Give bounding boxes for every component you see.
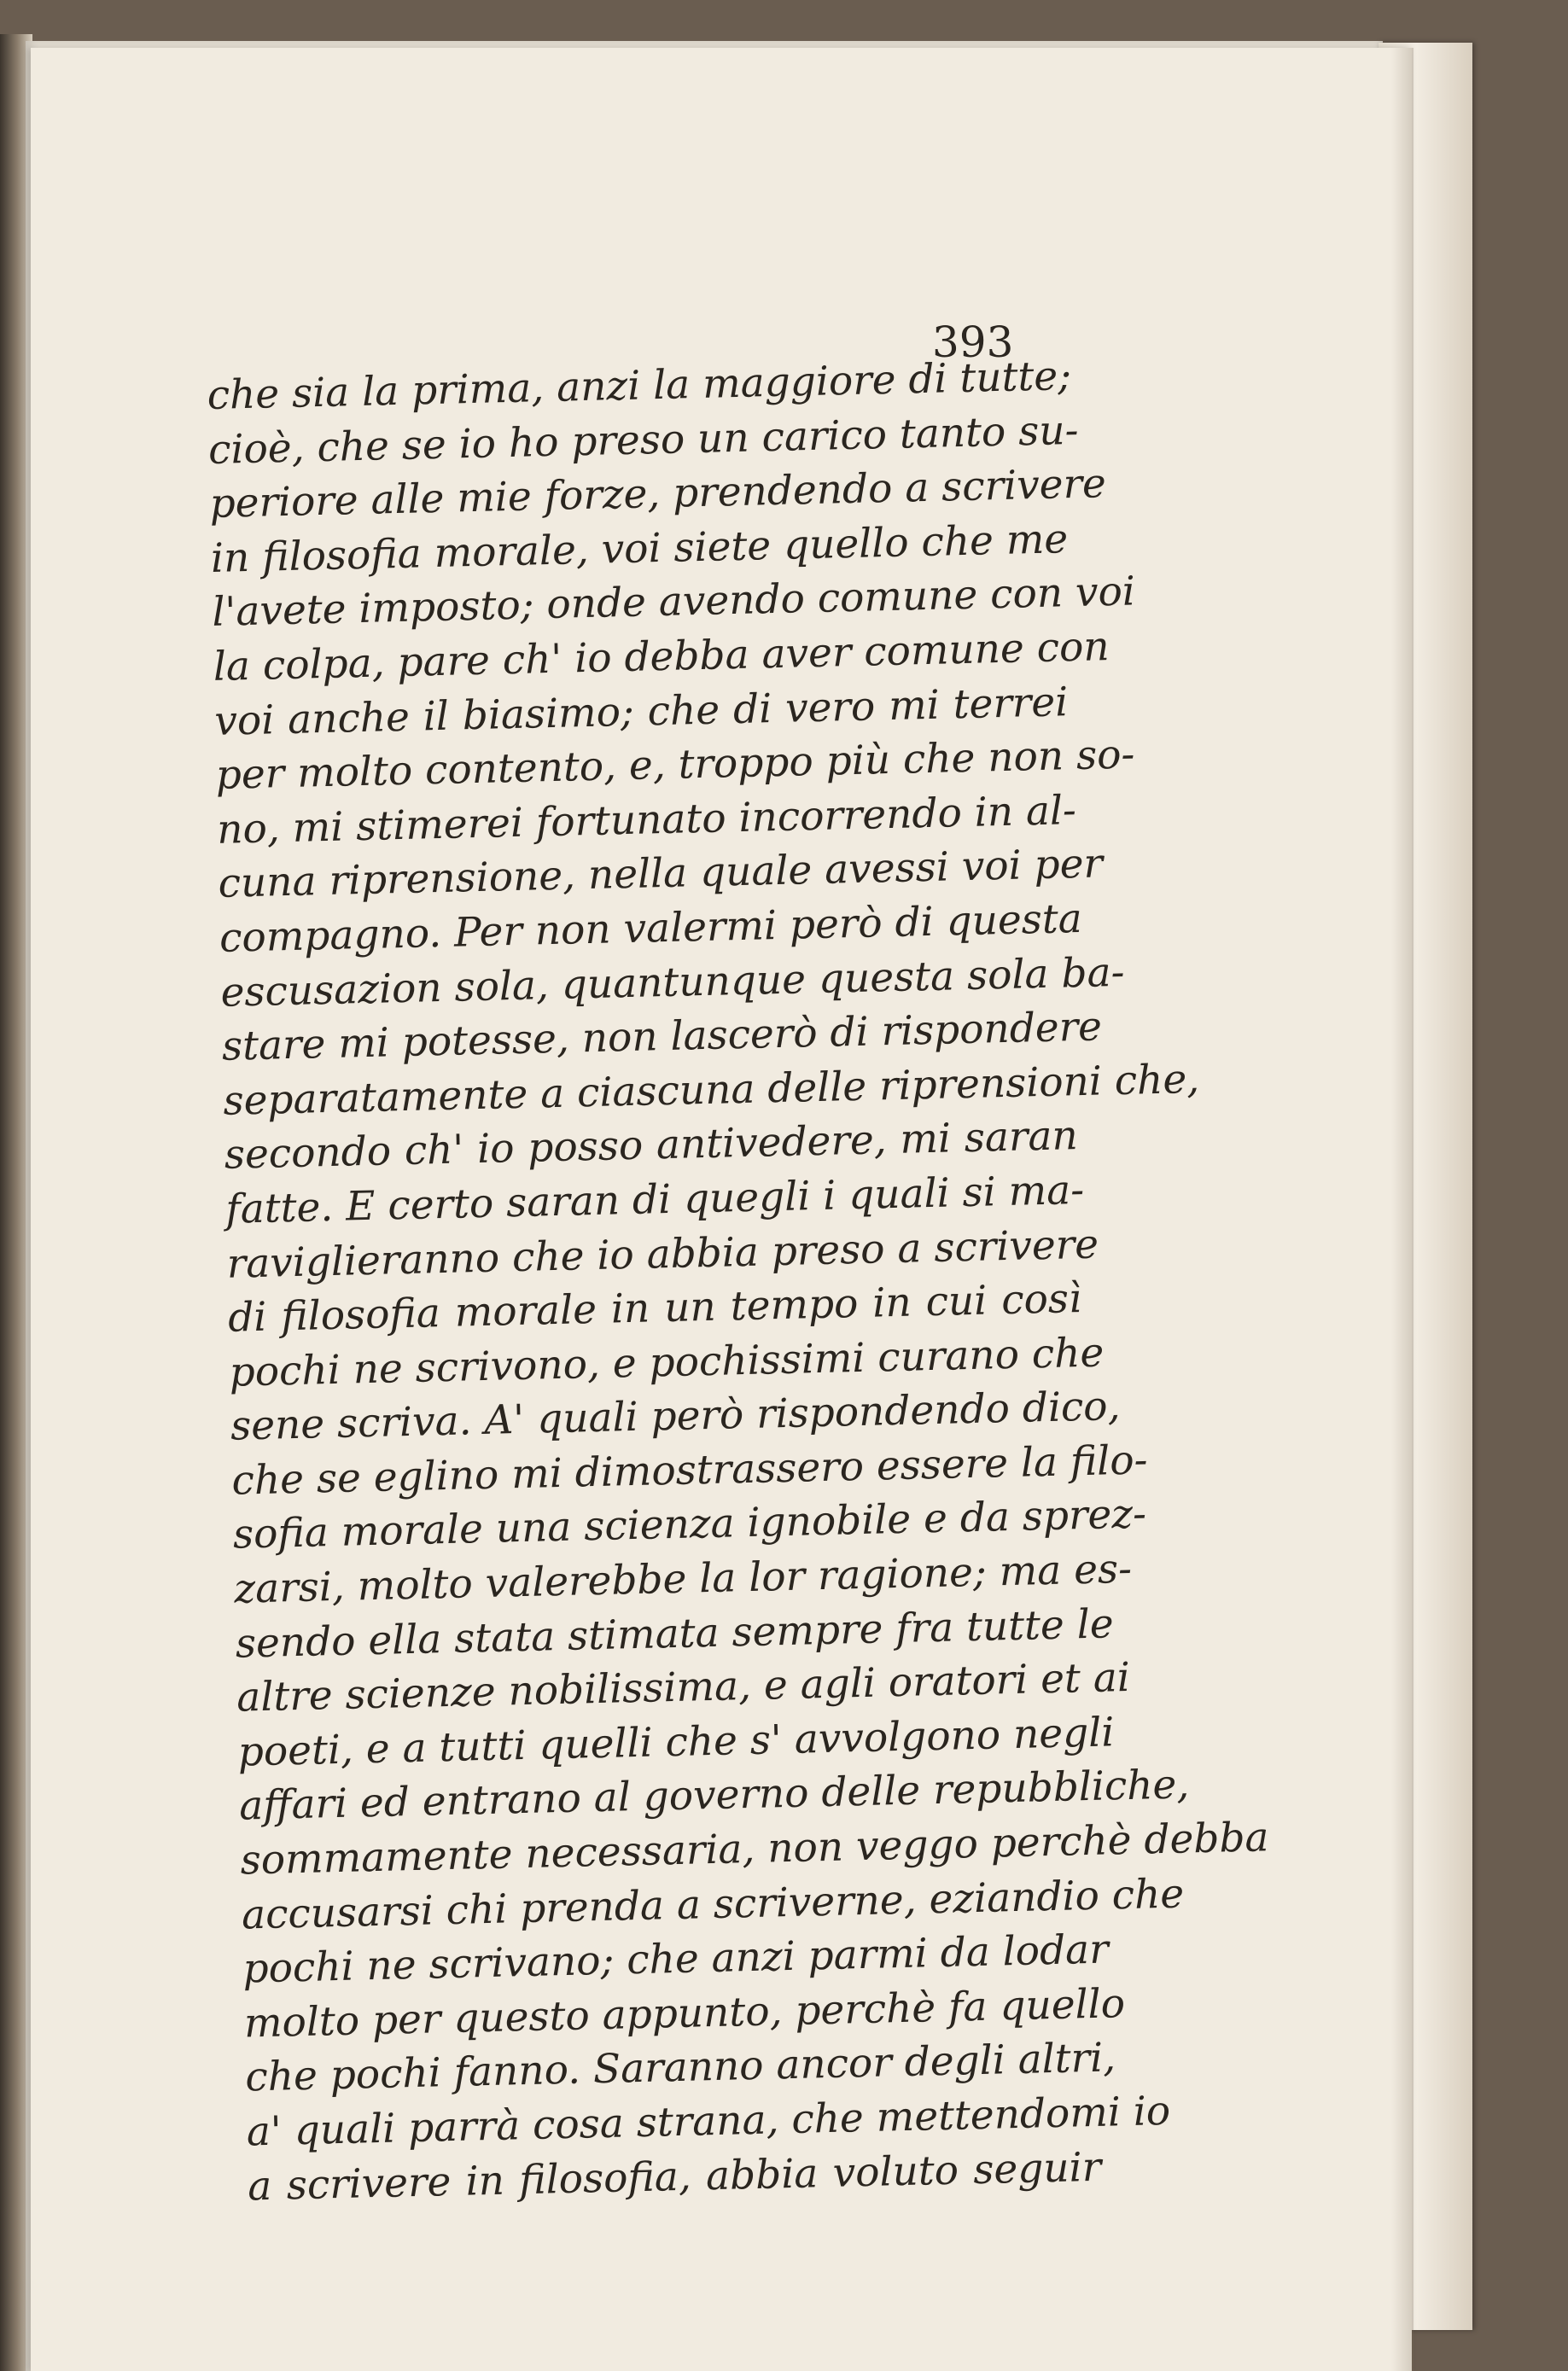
text-line: l'avete imposto; onde avendo comune con voi (211, 568, 1136, 637)
text-line: che pochi fanno. Saranno ancor degli altri, (244, 2034, 1116, 2101)
text-line: sene scriva. A' quali però rispondendo dico, (230, 1383, 1122, 1450)
text-line: sendo ella stata stimata sempre fra tutte le (235, 1599, 1115, 1668)
text-line: per molto contento, e, troppo più che non so- (215, 731, 1135, 800)
text-line: stare mi potesse, non lascerò di rispondere (221, 1003, 1103, 1070)
text-line: molto per questo appunto, perchè fa quello (243, 1979, 1126, 2048)
text-line: cioè, che se io ho preso un carico tanto su- (207, 406, 1080, 474)
text-line: pochi ne scrivono, e pochissimi curano che (229, 1329, 1105, 1396)
body-text (207, 349, 1270, 2213)
text-line: voi anche il biasimo; che di vero mi terrei (213, 678, 1069, 745)
text-line: accusarsi chi prenda a scriverne, eziandio che (241, 1870, 1185, 1939)
page-edge-shadow (1391, 48, 1414, 2371)
text-line: zarsi, molto valerebbe la lor ragione; ma es- (233, 1545, 1133, 1613)
text-line: in filosofia morale, voi siete quello che me (210, 515, 1069, 582)
text-line: sommamente necessaria, non veggo perchè debba (240, 1814, 1270, 1885)
text-line: secondo ch' io posso antivedere, mi saran (224, 1112, 1079, 1180)
text-line: no, mi stimerei fortunato incorrendo in al- (216, 786, 1077, 853)
text-line: sofia morale una scienza ignobile e da sprez- (232, 1490, 1147, 1559)
text-line: la colpa, pare ch' io debba aver comune con (213, 623, 1110, 690)
text-line: compagno. Per non valermi però di questa (219, 894, 1083, 962)
text-line: cuna riprensione, nella quale avessi voi per (218, 840, 1104, 908)
text-line: che sia la prima, anzi la maggiore di tutte; (207, 352, 1072, 419)
text-line: che se eglino mi dimostrassero essere la filo- (230, 1436, 1149, 1505)
text-line: pochi ne scrivano; che anzi parmi da lodar (242, 1925, 1110, 1993)
page-number: 393 (932, 317, 1014, 367)
text-line: raviglieranno che io abbia preso a scrivere (226, 1220, 1099, 1288)
text-line: poeti, e a tutti quelli che s' avvolgono negli (237, 1709, 1115, 1776)
text-line: affari ed entrano al governo delle repubbliche, (238, 1761, 1190, 1830)
text-line: altre scienze nobilissima, e agli oratori et ai (236, 1654, 1131, 1721)
text-line: di filosofia morale in un tempo in cui così (227, 1275, 1082, 1342)
text-line: separatamente a ciascuna delle riprensioni che, (222, 1055, 1200, 1125)
text-line: a scrivere in filosofia, abbia voluto seguir (247, 2143, 1102, 2211)
text-line: escusazion sola, quantunque questa sola ba- (219, 948, 1125, 1017)
text-line: a' quali parrà cosa strana, che mettendomi io (246, 2087, 1171, 2156)
text-line: periore alle mie forze, prendendo a scrivere (208, 460, 1107, 528)
text-line: fatte. E certo saran di quegli i quali si ma- (224, 1166, 1085, 1233)
